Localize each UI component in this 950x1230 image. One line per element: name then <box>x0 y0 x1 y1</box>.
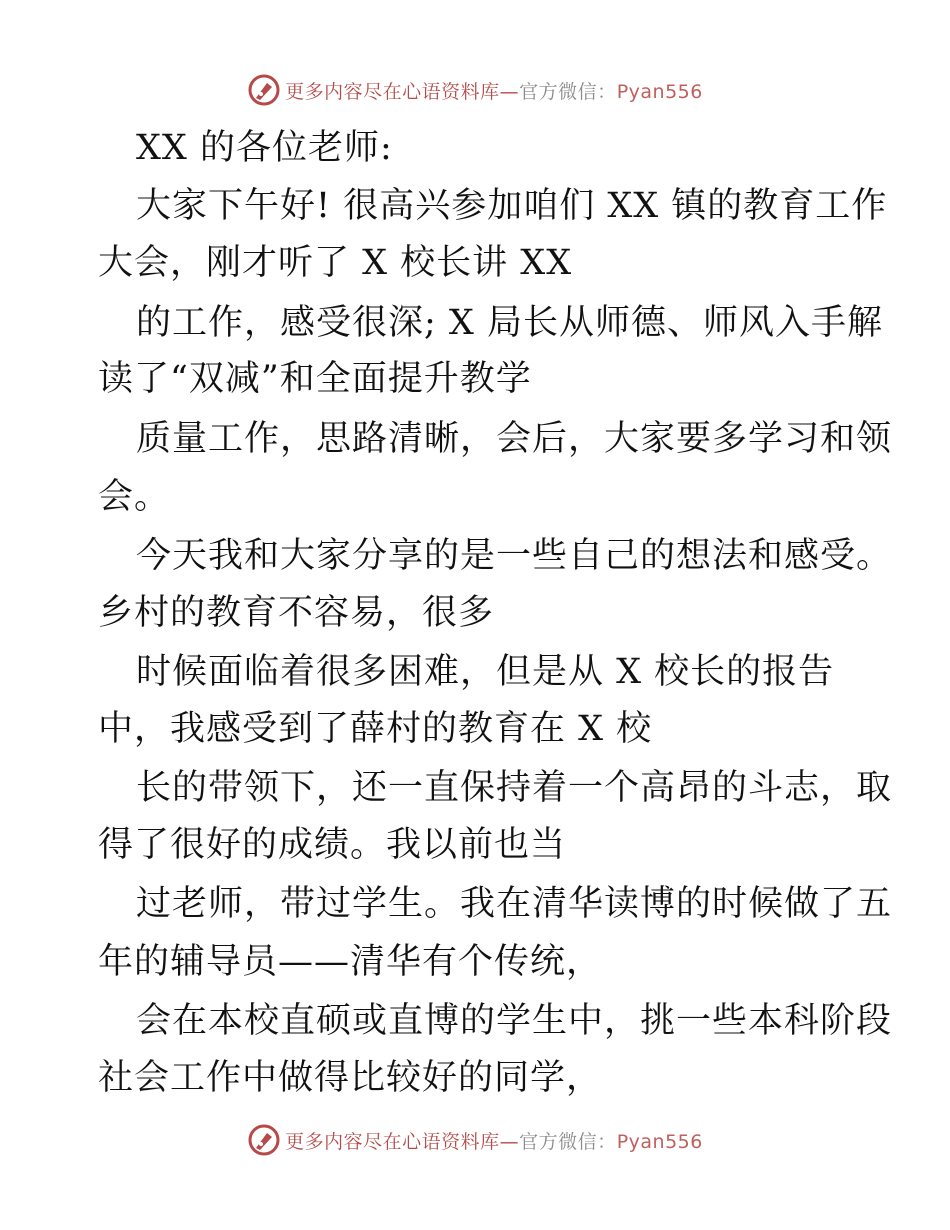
watermark-main-text: 更多内容尽在心语资料库 <box>285 80 500 103</box>
body-line-17: 社会工作中做得比较好的同学， <box>98 1058 603 1098</box>
body-line-12: 长的带领下，还一直保持着一个高昂的斗志，取 <box>136 768 893 808</box>
watermark-separator: — <box>499 80 520 103</box>
footer-watermark <box>0 1120 950 1160</box>
body-line-4: 的工作，感受很深; X 局长从师德、师风入手解 <box>136 303 883 343</box>
watermark-channel-text: 官方微信： <box>519 1130 617 1153</box>
body-line-14: 过老师，带过学生。我在清华读博的时候做了五 <box>136 884 893 924</box>
body-line-2: 大家下午好! 很高兴参加咱们 XX 镇的教育工作 <box>136 186 888 226</box>
watermark-separator: — <box>499 1130 520 1153</box>
watermark-channel-text: 官方微信： <box>519 80 617 103</box>
body-line-8: 今天我和大家分享的是一些自己的想法和感受。 <box>136 536 893 576</box>
watermark-text <box>285 1127 703 1154</box>
body-line-13: 得了很好的成绩。我以前也当 <box>98 825 567 865</box>
pen-nib-logo-icon <box>247 1123 281 1157</box>
body-line-6: 质量工作，思路清晰，会后，大家要多学习和领 <box>136 419 893 459</box>
watermark-handle: Pyan556 <box>616 1130 703 1153</box>
body-line-9: 乡村的教育不容易，很多 <box>98 593 495 633</box>
watermark-handle: Pyan556 <box>616 80 703 103</box>
body-line-11: 中，我感受到了薛村的教育在 X 校 <box>98 709 653 749</box>
body-line-1: XX 的各位老师: <box>136 128 393 168</box>
body-line-10: 时候面临着很多困难，但是从 X 校长的报告 <box>136 652 835 692</box>
watermark-main-text: 更多内容尽在心语资料库 <box>285 1130 500 1153</box>
body-line-16: 会在本校直硕或直博的学生中，挑一些本科阶段 <box>136 1001 893 1041</box>
body-line-15: 年的辅导员——清华有个传统， <box>98 942 603 982</box>
body-line-7: 会。 <box>98 477 171 517</box>
body-line-5: 读了“双减”和全面提升教学 <box>98 359 532 399</box>
body-line-3: 大会，刚才听了 X 校长讲 XX <box>98 243 573 283</box>
